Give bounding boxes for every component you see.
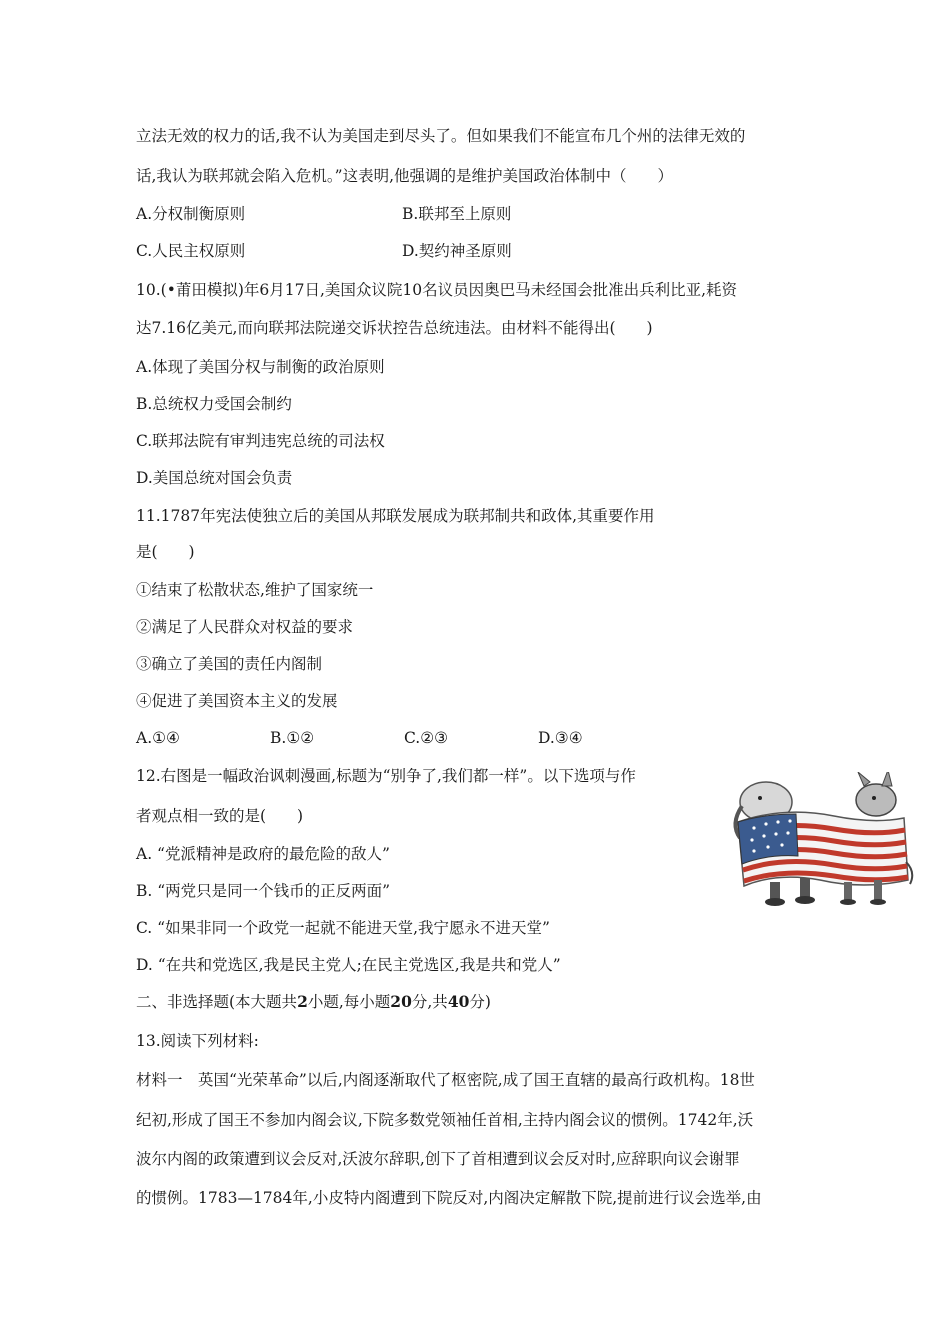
section-2-points-each: 20 (390, 992, 412, 1011)
q12-option-d: D. “在共和党选区,我是民主党人;在民主党选区,我是共和党人” (136, 956, 561, 974)
q9-option-a: A.分权制衡原则 (136, 205, 246, 223)
q13-material-line-1: 材料一 英国“光荣革命”以后,内阁逐渐取代了枢密院,成了国王直辖的最高行政机构。18世 (136, 1071, 755, 1089)
q12-line-2: 者观点相一致的是( ) (136, 807, 304, 825)
section-2-title-c: 分,共 (411, 993, 448, 1011)
q11-option-a: A.①④ (136, 729, 180, 747)
q11-option-d: D.③④ (538, 729, 583, 747)
q11-item-2: ②满足了人民群众对权益的要求 (136, 618, 354, 636)
political-cartoon-image (724, 772, 916, 907)
q11-line-2: 是( ) (136, 543, 195, 561)
q10-option-b: B.总统权力受国会制约 (136, 395, 292, 413)
section-2-question-count: 2 (297, 992, 308, 1011)
q10-line-1: 10.(•莆田模拟)年6月17日,美国众议院10名议员因奥巴马未经国会批准出兵利比亚,耗资 (136, 281, 738, 299)
section-2-title-b: 小题,每小题 (307, 993, 391, 1011)
q11-item-1: ①结束了松散状态,维护了国家统一 (136, 581, 374, 599)
q12-option-c: C. “如果非同一个政党一起就不能进天堂,我宁愿永不进天堂” (136, 919, 550, 937)
q11-item-4: ④促进了美国资本主义的发展 (136, 692, 338, 710)
q10-option-a: A.体现了美国分权与制衡的政治原则 (136, 358, 385, 376)
q13-intro: 13.阅读下列材料: (136, 1032, 259, 1050)
q9-option-c: C.人民主权原则 (136, 242, 246, 260)
q9-option-b: B.联邦至上原则 (402, 205, 512, 223)
section-2-points-total: 40 (447, 992, 470, 1011)
q13-material-line-3: 波尔内阁的政策遭到议会反对,沃波尔辞职,创下了首相遭到议会反对时,应辞职向议会谢罪 (136, 1150, 740, 1168)
section-2-title-a: 二、非选择题(本大题共 (136, 993, 298, 1011)
q12-option-a: A. “党派精神是政府的最危险的敌人” (136, 845, 390, 863)
q9-line-2: 话,我认为联邦就会陷入危机。”这表明,他强调的是维护美国政治体制中（ ） (136, 167, 674, 185)
q13-material-line-2: 纪初,形成了国王不参加内阁会议,下院多数党领袖任首相,主持内阁会议的惯例。1742年,沃 (136, 1111, 754, 1129)
q13-material-line-4: 的惯例。1783—1784年,小皮特内阁遭到下院反对,内阁决定解散下院,提前进行议会选举,由 (136, 1189, 762, 1207)
q11-option-b: B.①② (270, 729, 315, 747)
q9-option-d: D.契约神圣原则 (402, 242, 512, 260)
q10-line-2: 达7.16亿美元,而向联邦法院递交诉状控告总统违法。由材料不能得出( ) (136, 319, 653, 337)
q12-option-b: B. “两党只是同一个钱币的正反两面” (136, 882, 391, 900)
q12-line-1: 12.右图是一幅政治讽刺漫画,标题为“别争了,我们都一样”。以下选项与作 (136, 767, 636, 785)
q10-option-c: C.联邦法院有审判违宪总统的司法权 (136, 432, 385, 450)
q11-option-c: C.②③ (404, 729, 449, 747)
section-2-title-d: 分) (469, 993, 491, 1011)
q11-item-3: ③确立了美国的责任内阁制 (136, 655, 323, 673)
q9-line-1: 立法无效的权力的话,我不认为美国走到尽头了。但如果我们不能宣布几个州的法律无效的 (136, 127, 746, 145)
section-2-heading (136, 992, 491, 1012)
q11-line-1: 11.1787年宪法使独立后的美国从邦联发展成为联邦制共和政体,其重要作用 (136, 507, 655, 525)
q10-option-d: D.美国总统对国会负责 (136, 469, 293, 487)
